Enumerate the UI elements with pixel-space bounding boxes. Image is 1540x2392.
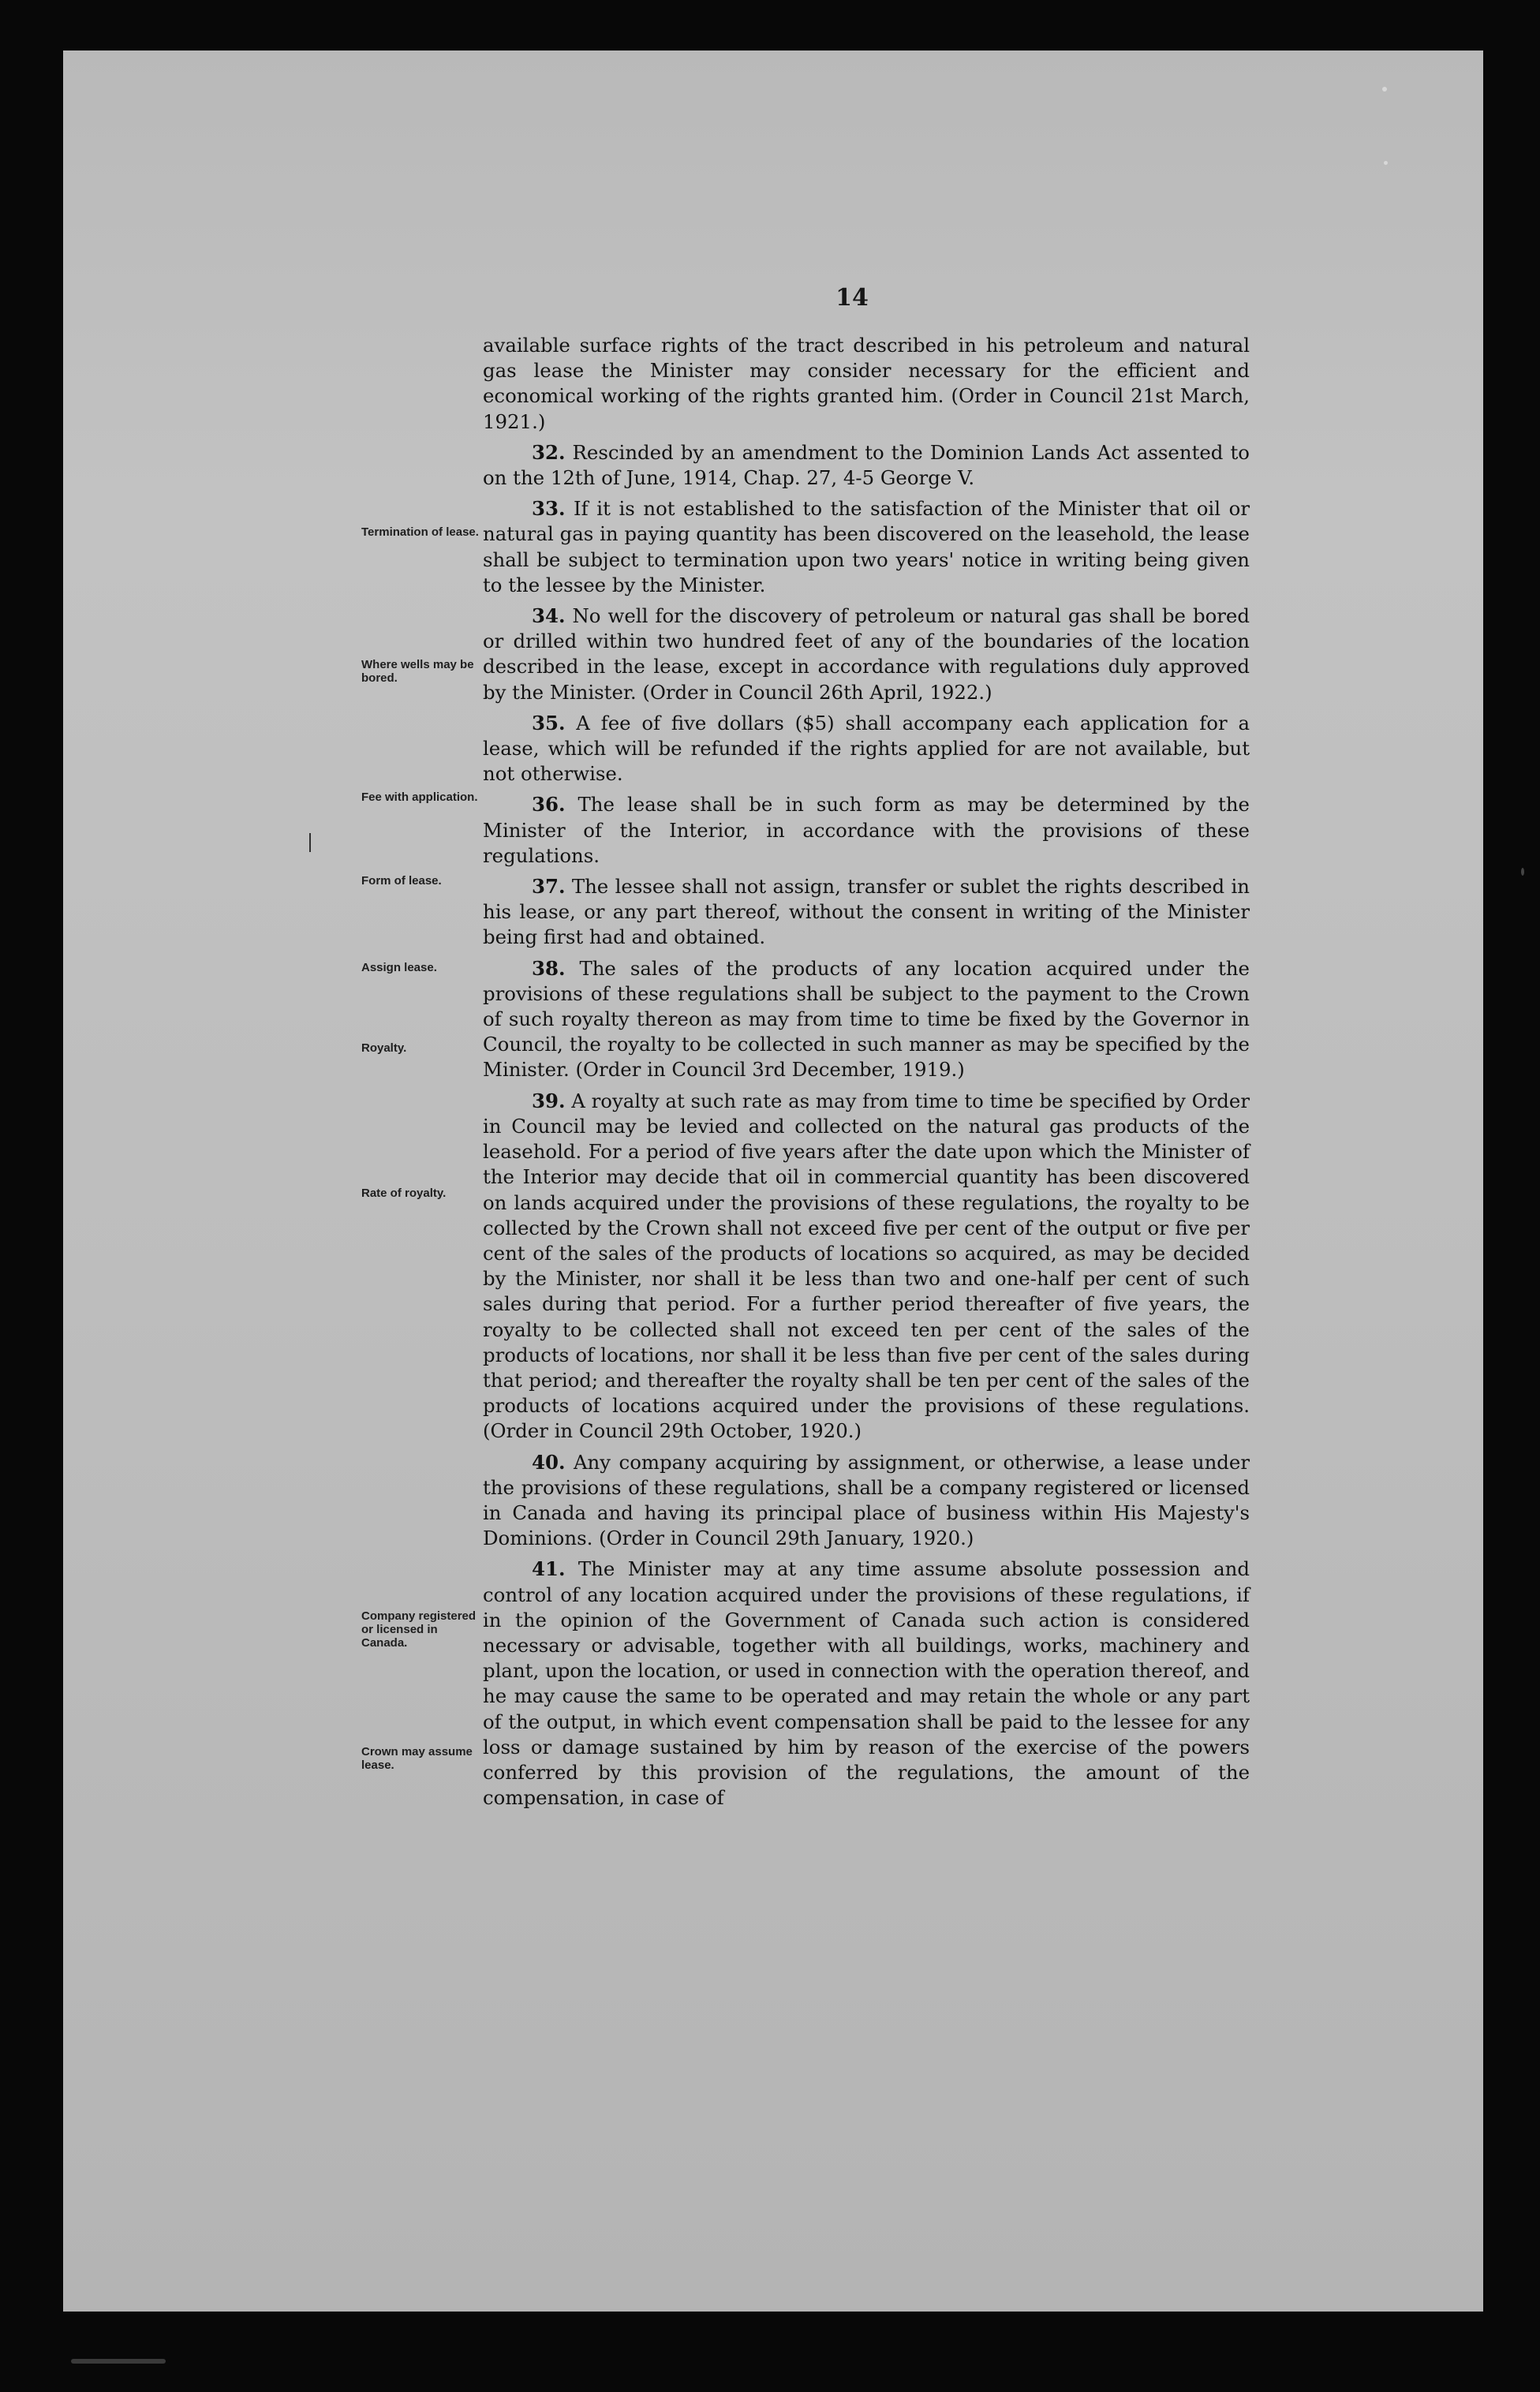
paragraph-number: 32. [532,440,566,464]
margin-note-crown: Crown may assume lease. [361,1745,473,1772]
paragraph-41 [483,1557,1250,1811]
paragraph-text: A fee of five dollars ($5) shall accompany each application for a lease, which will be refunded if the rights applied for are not available, but not otherwise. [483,711,1250,786]
paragraph-39 [483,1089,1250,1445]
paragraph-text: If it is not established to the satisfaction of the Minister that oil or natural gas in paying quantity has been discovered on the leasehold, the lease shall be subject to termination upon two years' notice in writing being given to the lessee by the Minister. [483,497,1250,596]
paragraph-number: 36. [532,793,566,817]
paragraph-number: 35. [532,711,566,734]
margin-note-wells: Where wells may be bored. [361,658,474,685]
paragraph-number: 41. [532,1557,566,1581]
paragraph-37 [483,874,1250,951]
paragraph-40 [483,1450,1250,1552]
paragraph-continued [483,333,1250,435]
margin-note-royalty: Royalty. [361,1041,407,1055]
film-speck [1384,161,1388,165]
paragraph-number: 34. [532,604,566,628]
film-scratch [71,2359,166,2364]
paragraph-number: 33. [532,497,566,521]
paragraph-34 [483,604,1250,705]
margin-note-termination: Termination of lease. [361,525,479,539]
paragraph-33 [483,496,1250,598]
margin-note-fee: Fee with application. [361,790,478,804]
paragraph-text: The lease shall be in such form as may be determined by the Minister of the Interior, in accordance with the provisions of these regulations. [483,793,1250,867]
margin-note-rate-royalty: Rate of royalty. [361,1187,447,1200]
paragraph-text: available surface rights of the tract described in his petroleum and natural gas lease the Minister may consider necessary for the efficient and economical working of the rights granted him. (Order in Council 21st March, 1921.) [483,334,1250,433]
paragraph-35 [483,711,1250,787]
page-number: 14 [835,284,869,312]
paragraph-32 [483,440,1250,491]
paragraph-text: Any company acquiring by assignment, or otherwise, a lease under the provisions of these regulations, shall be a company registered or licensed in Canada and having its principal place of business within His Majesty's Dominions. (Order in Council 29th January, 1920.) [483,1450,1250,1550]
margin-note-assign: Assign lease. [361,961,437,974]
document-page [63,50,1483,2312]
margin-note-form: Form of lease. [361,874,442,888]
paragraph-text: The lessee shall not assign, transfer or sublet the rights described in his lease, or any part thereof, without the consent in writing of the Minister being first had and obtained. [483,875,1250,949]
film-speck [1521,868,1524,876]
paragraph-number: 38. [532,956,566,980]
paragraph-text: The Minister may at any time assume absolute possession and control of any location acquired under the provisions of these regulations, if in the opinion of the Government of Canada such action is considered necessary or advisable, together with all buildings, works, machinery and plant, upon the location, or used in connection with the operation thereof, and he may cause the same to be operated and may retain the whole or any part of the output, in which event compensation shall be paid to the lessee for any loss or damage sustained by him by reason of the exercise of the powers conferred by this provision of the regulations, the amount of the compensation, in case of [483,1557,1250,1810]
paragraph-36 [483,792,1250,869]
paragraph-text: The sales of the products of any location acquired under the provisions of these regulations shall be subject to the payment to the Crown of such royalty thereon as may from time to time be fixed by the Governor in Council, the royalty to be collected in such manner as may be specified by the Minister. (Order in Council 3rd December, 1919.) [483,956,1250,1082]
paragraph-text: Rescinded by an amendment to the Dominion Lands Act assented to on the 12th of June, 1914, Chap. 27, 4-5 George V. [483,440,1250,490]
margin-note-company: Company registered or licensed in Canada. [361,1609,477,1650]
paragraph-number: 39. [532,1089,566,1112]
paragraph-text: A royalty at such rate as may from time to time be specified by Order in Council may be levied and collected on the natural gas products of the leasehold. For a period of five years after the date upon which the Minister of the Interior may decide that oil in commercial quantity has been discovered on lands acquired under the provisions of these regulations, the royalty to be collected by the Crown shall not exceed five per cent of the output or five per cent of the sales of the products of locations so acquired, as may be decided by the Minister, nor shall it be less than two and one-half per cent of such sales during that period. For a further period thereafter of five years, the royalty to be collected shall not exceed ten per cent of the sales of the products of locations, nor shall it be less than five per cent of the sales during that period; and thereafter the royalty shall be ten per cent of the sales of the products of locations acquired under the provisions of these regulations. (Order in Council 29th October, 1920.) [483,1089,1250,1443]
scan-mark [309,833,311,852]
paragraph-text: No well for the discovery of petroleum or natural gas shall be bored or drilled within two hundred feet of any of the boundaries of the location described in the lease, except in accordance with regulations duly approved by the Minister. (Order in Council 26th April, 1922.) [483,604,1250,704]
paragraph-38 [483,956,1250,1083]
body-text [483,333,1250,1816]
paragraph-number: 40. [532,1450,566,1474]
paragraph-number: 37. [532,875,566,899]
film-speck [1382,87,1387,92]
